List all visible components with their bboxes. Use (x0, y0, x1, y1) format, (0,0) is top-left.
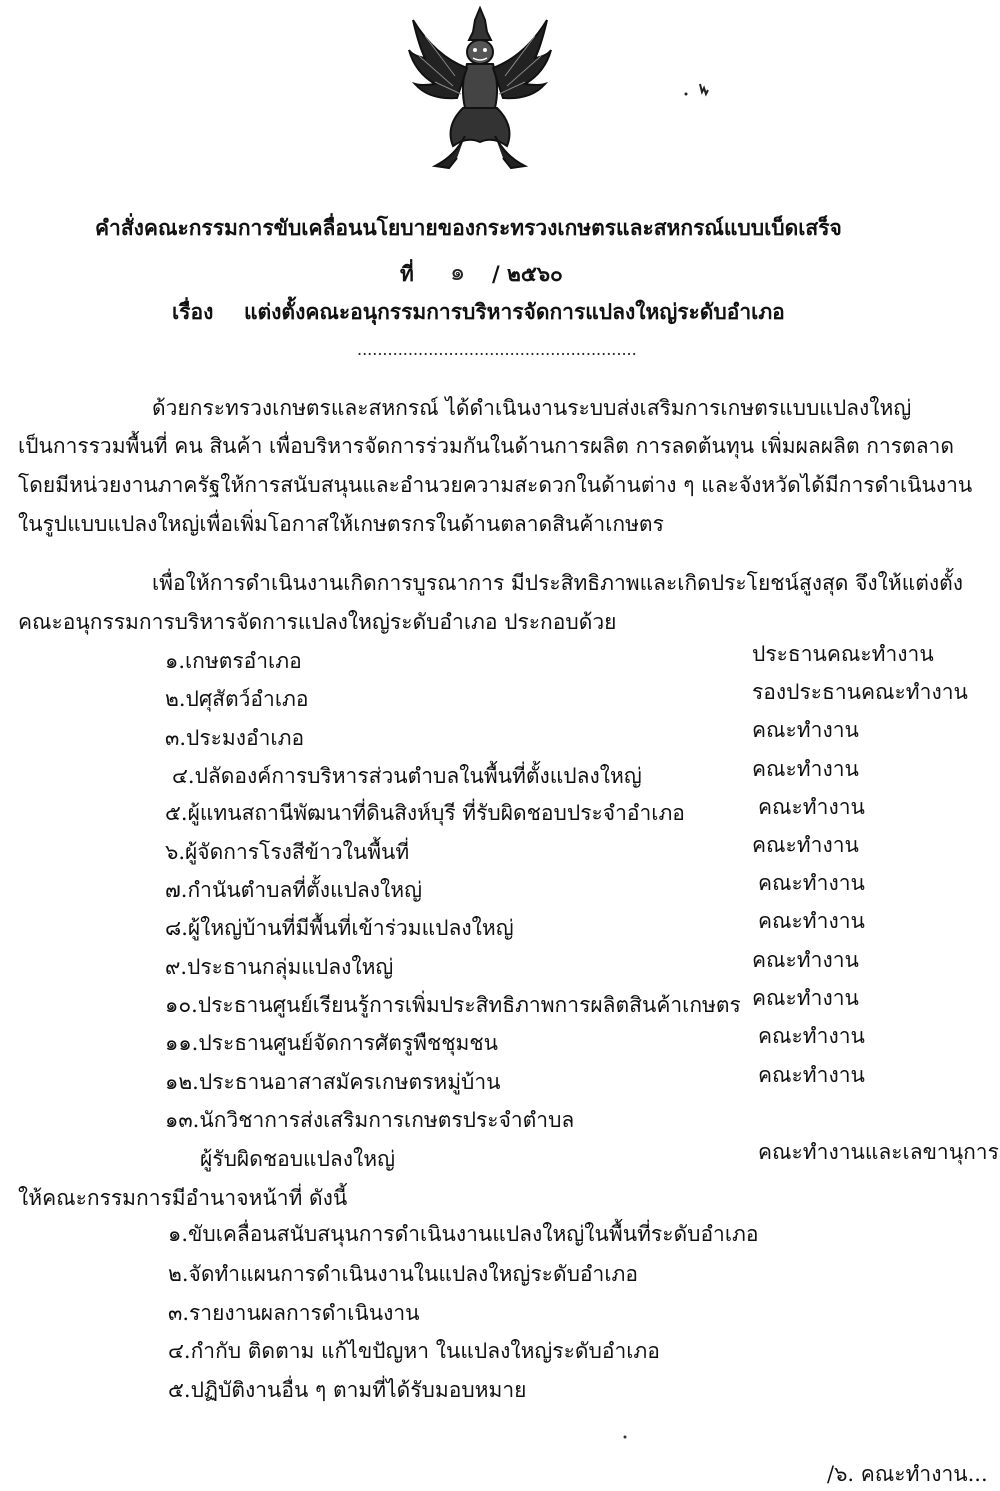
member-role: คณะทำงาน (758, 871, 865, 895)
member-role: คณะทำงาน (758, 909, 865, 933)
intro-line: คณะอนุกรรมการบริหารจัดการแปลงใหญ่ระดับอำเภอ ประกอบด้วย (18, 610, 617, 634)
member-role: คณะทำงาน (758, 1024, 865, 1048)
order-year: / ๒๕๖๐ (492, 261, 563, 286)
member-name: ๔.ปลัดองค์การบริหารส่วนตำบลในพื้นที่ตั้งแปลงใหญ่ (172, 764, 642, 788)
member-name: ๖.ผู้จัดการโรงสีข้าวในพื้นที่ (165, 840, 410, 864)
ink-speck-icon (620, 1432, 630, 1442)
intro-line: เป็นการรวมพื้นที่ คน สินค้า เพื่อบริหารจัดการร่วมกันในด้านการผลิต การลดต้นทุน เพิ่มผลผลิต การตลาด (18, 434, 954, 458)
header-separator: ....................................................... (357, 340, 637, 359)
member-role: คณะทำงาน (752, 986, 859, 1010)
intro-line: ด้วยกระทรวงเกษตรและสหกรณ์ ได้ดำเนินงานระบบส่งเสริมการเกษตรแบบแปลงใหญ่ (152, 396, 912, 420)
member-name-continued: ผู้รับผิดชอบแปลงใหญ่ (200, 1147, 396, 1171)
member-name: ๑๓.นักวิชาการส่งเสริมการเกษตรประจำตำบล (165, 1108, 575, 1132)
member-name: ๑๐.ประธานศูนย์เรียนรู้การเพิ่มประสิทธิภาพการผลิตสินค้าเกษตร (165, 993, 741, 1017)
duty-item: ๕.ปฏิบัติงานอื่น ๆ ตามที่ได้รับมอบหมาย (168, 1378, 527, 1402)
member-name: ๑.เกษตรอำเภอ (165, 649, 302, 673)
page-continuation: /๖. คณะทำงาน... (827, 1462, 988, 1486)
member-name: ๙.ประธานกลุ่มแปลงใหญ่ (165, 955, 394, 979)
duty-item: ๒.จัดทำแผนการดำเนินงานในแปลงใหญ่ระดับอำเภอ (168, 1262, 638, 1286)
duty-item: ๔.กำกับ ติดตาม แก้ไขปัญหา ในแปลงใหญ่ระดับอำเภอ (168, 1339, 660, 1363)
duty-item: ๓.รายงานผลการดำเนินงาน (168, 1301, 420, 1325)
order-number-handwritten: ๑ (450, 258, 466, 286)
member-role: คณะทำงานและเลขานุการ (758, 1140, 999, 1164)
intro-line: เพื่อให้การดำเนินงานเกิดการบูรณาการ มีประสิทธิภาพและเกิดประโยชน์สูงสุด จึงให้แต่งตั้ง (152, 571, 964, 595)
member-role: คณะทำงาน (752, 948, 859, 972)
ink-speck-icon (680, 80, 720, 100)
garuda-emblem-icon (405, 6, 555, 181)
member-role: คณะทำงาน (752, 833, 859, 857)
duty-item: ๑.ขับเคลื่อนสนับสนุนการดำเนินงานแปลงใหญ่ในพื้นที่ระดับอำเภอ (168, 1222, 759, 1246)
member-role: คณะทำงาน (758, 1063, 865, 1087)
member-role: รองประธานคณะทำงาน (752, 680, 968, 704)
intro-line: ในรูปแบบแปลงใหญ่เพื่อเพิ่มโอกาสให้เกษตรกรในด้านตลาดสินค้าเกษตร (18, 512, 664, 536)
member-name: ๘.ผู้ใหญ่บ้านที่มีพื้นที่เข้าร่วมแปลงใหญ่ (165, 916, 514, 940)
member-name: ๗.กำนันตำบลที่ตั้งแปลงใหญ่ (165, 878, 423, 902)
member-role: คณะทำงาน (752, 757, 859, 781)
member-name: ๓.ประมงอำเภอ (165, 726, 305, 750)
duties-heading: ให้คณะกรรมการมีอำนาจหน้าที่ ดังนี้ (18, 1186, 348, 1210)
subject-text: แต่งตั้งคณะอนุกรรมการบริหารจัดการแปลงใหญ่ระดับอำเภอ (244, 299, 785, 324)
intro-line: โดยมีหน่วยงานภาครัฐให้การสนับสนุนและอำนวยความสะดวกในด้านต่าง ๆ และจังหวัดได้มีการดำเนินงาน (18, 473, 973, 497)
subject-label: เรื่อง (172, 299, 214, 324)
member-role: ประธานคณะทำงาน (752, 642, 934, 666)
order-number-prefix: ที่ (400, 261, 414, 286)
member-role: คณะทำงาน (752, 718, 859, 742)
member-role: คณะทำงาน (758, 795, 865, 819)
member-name: ๑๑.ประธานศูนย์จัดการศัตรูพืชชุมชน (165, 1031, 498, 1055)
member-name: ๑๒.ประธานอาสาสมัครเกษตรหมู่บ้าน (165, 1070, 501, 1094)
order-title: คำสั่งคณะกรรมการขับเคลื่อนนโยบายของกระทรวงเกษตรและสหกรณ์แบบเบ็ดเสร็จ (95, 215, 842, 240)
member-name: ๒.ปศุสัตว์อำเภอ (165, 687, 309, 711)
member-name: ๕.ผู้แทนสถานีพัฒนาที่ดินสิงห์บุรี ที่รับผิดชอบประจำอำเภอ (165, 801, 685, 825)
